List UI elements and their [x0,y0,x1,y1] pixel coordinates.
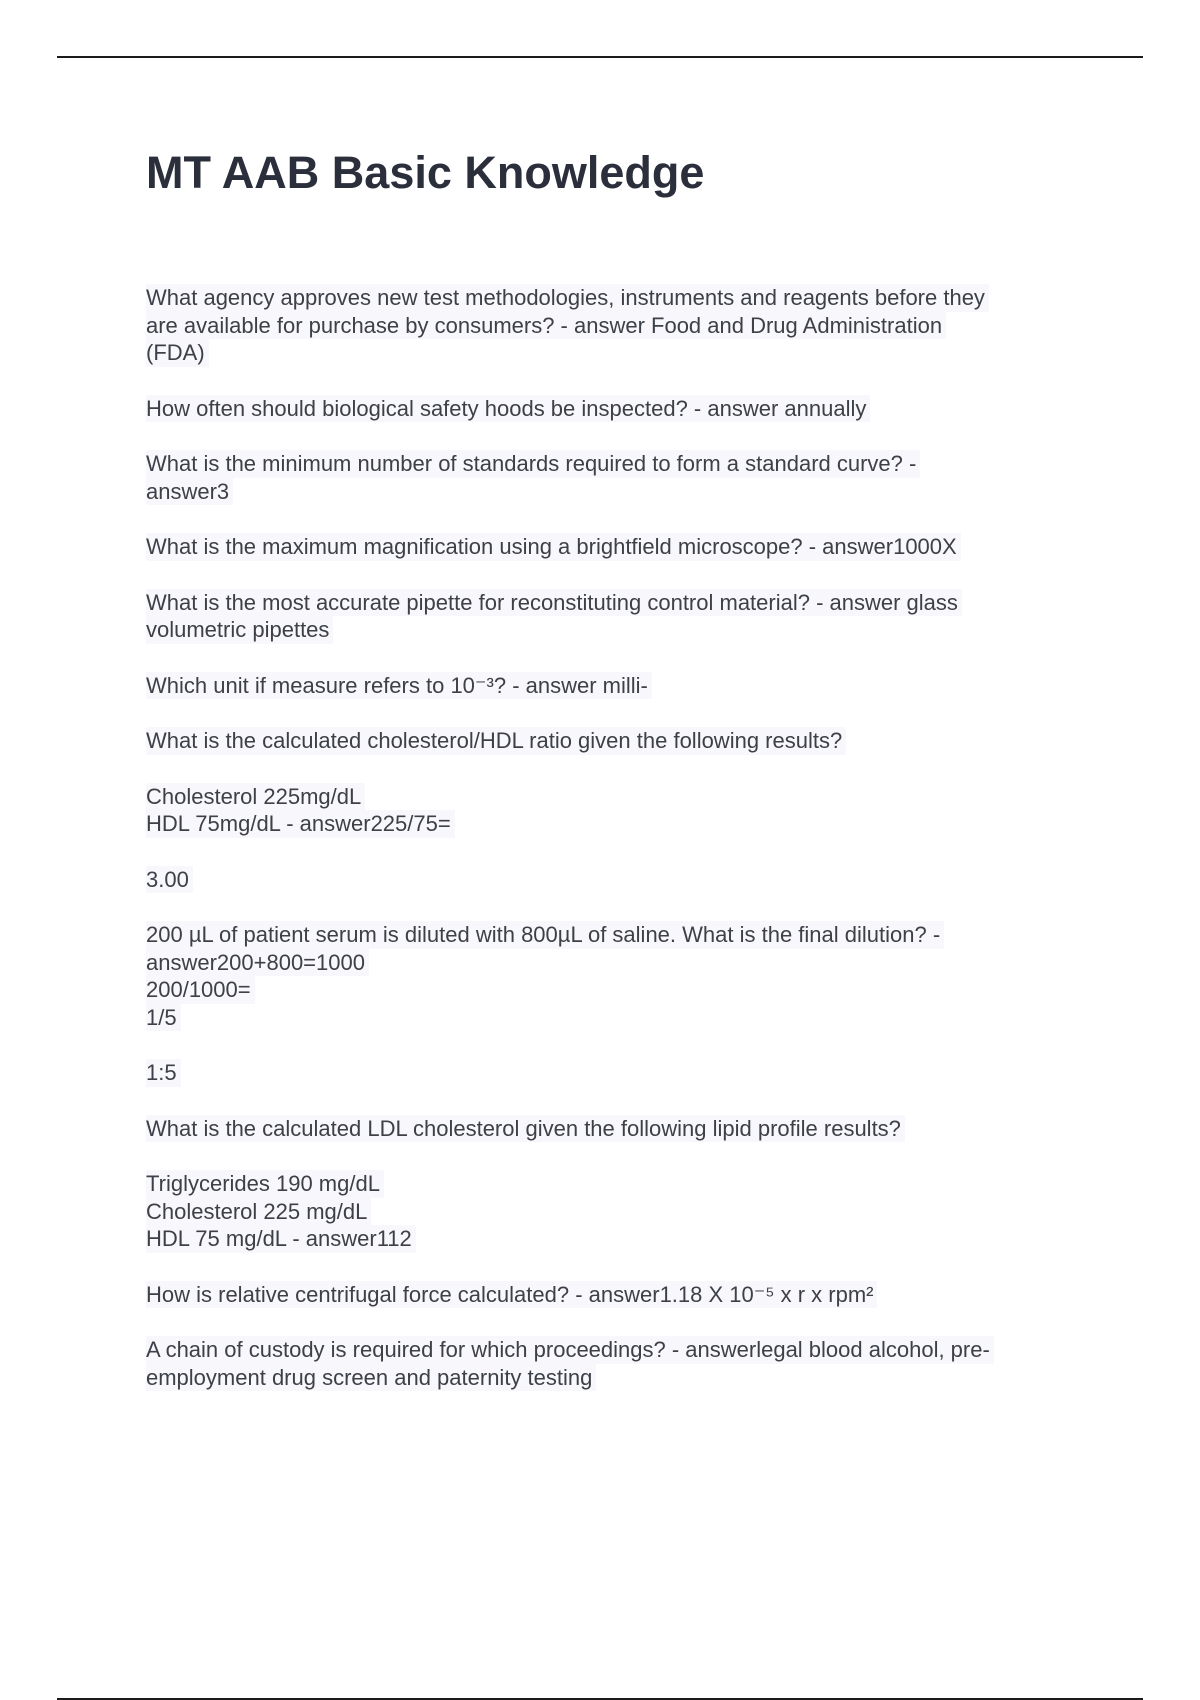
qa-line: What is the calculated cholesterol/HDL ratio given the following results? [146,727,846,755]
qa-line: 3.00 [146,866,193,894]
qa-line: employment drug screen and paternity testing [146,1364,596,1392]
qa-line: What is the calculated LDL cholesterol given the following lipid profile results? [146,1115,905,1143]
qa-line: A chain of custody is required for which proceedings? - answerlegal blood alcohol, pre- [146,1336,994,1364]
qa-block [146,533,1076,561]
top-rule [57,56,1143,58]
qa-line: 200 µL of patient serum is diluted with 800µL of saline. What is the final dilution? - [146,921,944,949]
qa-line: Which unit if measure refers to 10⁻³? - answer milli- [146,672,652,700]
qa-block [146,1281,1076,1309]
document-title: MT AAB Basic Knowledge [146,147,705,198]
qa-line: What is the maximum magnification using a brightfield microscope? - answer1000X [146,533,961,561]
qa-line: 200/1000= [146,976,255,1004]
qa-block [146,921,1076,1031]
qa-block [146,672,1076,700]
qa-line: How is relative centrifugal force calculated? - answer1.18 X 10⁻⁵ x r x rpm² [146,1281,877,1309]
qa-block [146,284,1076,367]
qa-line: What is the minimum number of standards required to form a standard curve? - [146,450,920,478]
qa-block [146,450,1076,505]
qa-line: Cholesterol 225 mg/dL [146,1198,371,1226]
qa-block [146,1115,1076,1143]
qa-line: answer3 [146,478,233,506]
qa-block [146,727,1076,755]
qa-line: HDL 75mg/dL - answer225/75= [146,810,455,838]
qa-block [146,1170,1076,1253]
qa-block [146,1336,1076,1391]
qa-line: How often should biological safety hoods be inspected? - answer annually [146,395,870,423]
qa-block [146,866,1076,894]
qa-list [146,284,1076,1419]
qa-line: (FDA) [146,339,209,367]
qa-line: Triglycerides 190 mg/dL [146,1170,384,1198]
qa-line: answer200+800=1000 [146,949,369,977]
qa-line: 1:5 [146,1059,181,1087]
qa-line: What is the most accurate pipette for reconstituting control material? - answer glass [146,589,962,617]
qa-line: 1/5 [146,1004,181,1032]
qa-line: are available for purchase by consumers? - answer Food and Drug Administration [146,312,946,340]
qa-block [146,395,1076,423]
qa-line: Cholesterol 225mg/dL [146,783,365,811]
qa-block [146,589,1076,644]
qa-line: volumetric pipettes [146,616,333,644]
qa-line: HDL 75 mg/dL - answer112 [146,1225,416,1253]
qa-line: What agency approves new test methodologies, instruments and reagents before they [146,284,989,312]
qa-block [146,1059,1076,1087]
qa-block [146,783,1076,838]
